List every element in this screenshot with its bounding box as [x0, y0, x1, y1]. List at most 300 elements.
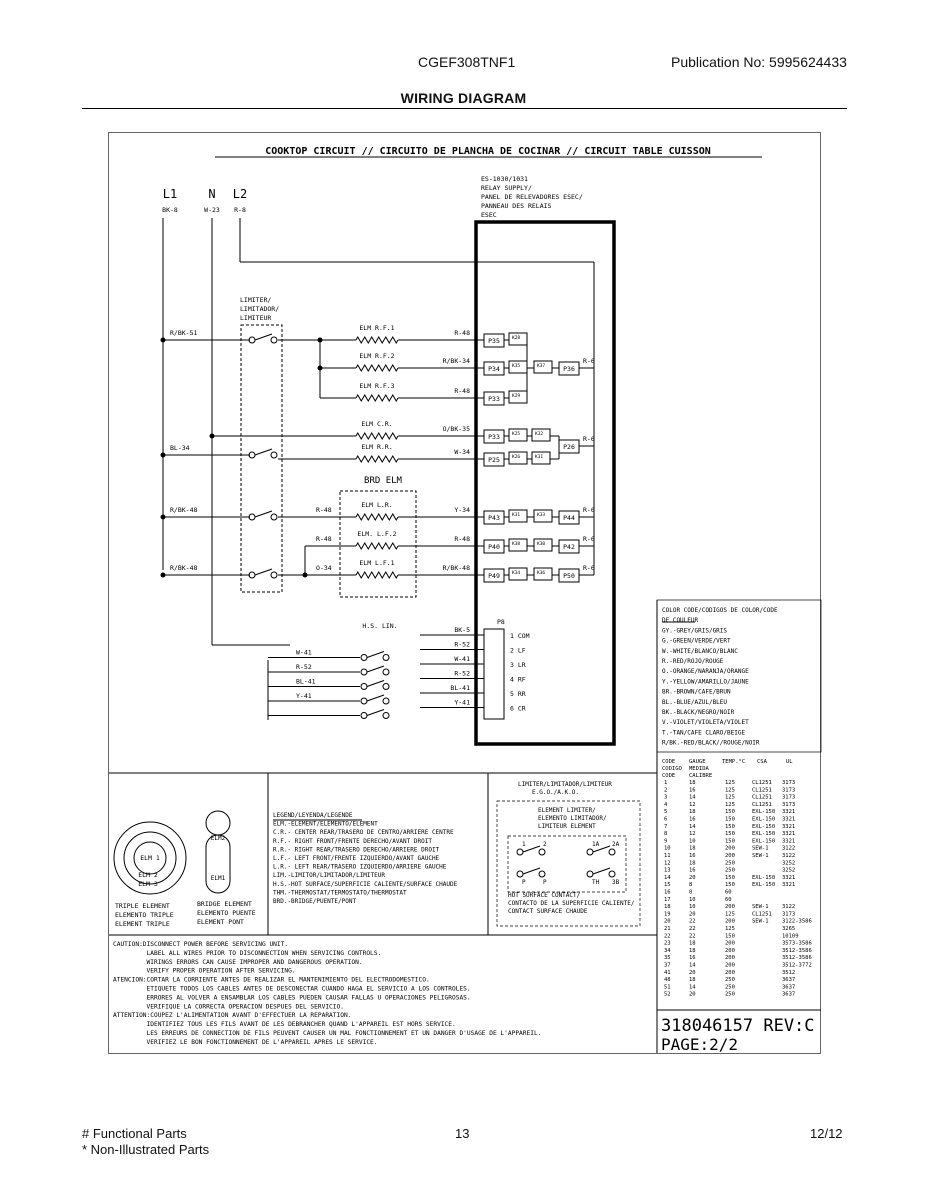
switch-contact [271, 337, 277, 343]
color-code-entry: Y.-YELLOW/AMARILLO/JAUNE [662, 678, 749, 686]
bridge-element-caption: ELEMENT PONT [197, 918, 244, 926]
relay-port-label: P44 [563, 514, 575, 522]
gauge-code: 7 [664, 823, 668, 830]
gauge-code: 35 [664, 955, 671, 962]
gauge-header: MEDIDA [689, 766, 709, 772]
gauge-temp: 200 [725, 947, 735, 954]
gauge-value: 22 [689, 933, 696, 940]
gauge-csa: CL1251 [752, 801, 772, 808]
heating-element-resistor [356, 365, 398, 371]
switch-contact [383, 698, 389, 704]
connector-pin-label: 4 RF [510, 675, 526, 684]
relay-supply-label: ES-1030/1031 [481, 175, 528, 183]
gauge-value: 10 [689, 904, 696, 911]
hot-surface-wire-label: R-52 [454, 669, 470, 678]
relay-out-label: R-6 [583, 564, 595, 572]
limiter-pin: 1A [592, 841, 600, 848]
relay-contact-label: K28 [512, 336, 521, 341]
gauge-code: 2 [664, 787, 668, 794]
connector-pin-label: 2 LF [510, 646, 526, 655]
gauge-ul: 3122 [782, 845, 796, 852]
gauge-ul: 3173 [782, 801, 796, 808]
left-wire-label: R/BK-48 [170, 506, 198, 514]
switch-contact [539, 871, 545, 877]
element-wire-label: R/BK-34 [442, 357, 470, 365]
heating-element-resistor [356, 433, 398, 439]
supply-line-label: L2 [232, 187, 248, 201]
limiter-inner-box [508, 836, 626, 892]
hot-surface-wire-label: W-41 [296, 648, 312, 657]
gauge-temp: 250 [725, 977, 735, 984]
gauge-code: 17 [664, 896, 671, 903]
gauge-value: 16 [689, 955, 696, 962]
gauge-value: 22 [689, 926, 696, 932]
connector-pin-label: 5 RR [510, 690, 526, 698]
gauge-code: 5 [664, 809, 668, 816]
gauge-ul: 3252 [782, 860, 796, 867]
hot-surface-wire-label: BL-41 [296, 677, 316, 686]
relay-port-label: P42 [563, 543, 575, 551]
caution-line: LES ERREURS DE CONNECTION DE FILS PEUVENT CAUSER UN MAL FONCTIONNEMENT ET UN DANGER D'USAGE DE L'APPAREIL. [113, 1030, 542, 1037]
switch-contact [517, 871, 523, 877]
relay-port-label: P43 [488, 514, 500, 522]
gauge-csa: CL1251 [752, 780, 772, 786]
gauge-value: 20 [689, 874, 696, 881]
switch-blade [255, 334, 272, 340]
gauge-csa: CL1251 [752, 794, 772, 801]
element-label: ELM R.R. [361, 443, 393, 451]
switch-blade [593, 868, 610, 874]
legend-entry: R.R.- RIGHT REAR/TRASERO DERECHO/ARRIERE DROIT [273, 846, 440, 854]
gauge-ul: 3173 [782, 911, 796, 918]
gauge-ul: 3512-3772 [782, 962, 812, 969]
legend-entry: THM.-THERMOSTAT/TERMOSTATO/THERMOSTAT [273, 889, 407, 897]
gauge-value: 16 [689, 787, 696, 794]
gauge-ul: 3637 [782, 991, 796, 998]
relay-contact-label: K30 [537, 542, 546, 547]
limiter-title: LIMITER/LIMITADOR/LIMITEUR [518, 781, 612, 788]
triple-element-label: ELM 3 [138, 880, 158, 888]
gauge-ul: 3122 [782, 904, 796, 911]
relay-port-label: P36 [563, 365, 575, 373]
gauge-temp: 200 [725, 904, 735, 911]
legend-entry: H.S.-HOT SURFACE/SUPERFICIE CALIENTE/SURFACE CHAUDE [273, 880, 458, 888]
hot-surface-wire-label: BL-41 [450, 684, 470, 692]
gauge-temp: 200 [725, 853, 735, 859]
switch-blade [367, 695, 384, 701]
gauge-temp: 150 [725, 874, 735, 881]
switch-contact [609, 871, 615, 877]
gauge-csa: CL1251 [752, 911, 772, 918]
limiter-title: E.G.O./A.K.O. [532, 789, 579, 796]
gauge-temp: 200 [725, 940, 735, 947]
switch-blade [367, 681, 384, 687]
hot-surface-wire-label: R-52 [454, 640, 470, 649]
left-wire-label: R/BK-51 [170, 329, 198, 337]
relay-contact-label: K25 [512, 432, 521, 437]
switch-contact [383, 655, 389, 661]
gauge-ul: 3321 [782, 874, 796, 881]
color-code-entry: BL.-BLUE/AZUL/BLEU [662, 698, 728, 706]
legend-entry: L.F.- LEFT FRONT/FRENTE IZQUIERDO/AVANT GAUCHE [273, 855, 440, 862]
gauge-code: 12 [664, 860, 671, 867]
gauge-temp: 125 [725, 794, 735, 801]
revision-date: 12/12 [810, 1126, 843, 1141]
limiter-pin: 2 [543, 841, 547, 848]
relay-out-label: R-6 [583, 506, 595, 514]
gauge-header: CODE [662, 773, 676, 779]
color-code-entry: R/BK.-RED/BLACK//ROUGE/NOIR [662, 739, 760, 747]
gauge-ul: 3321 [782, 838, 796, 845]
gauge-temp: 150 [725, 816, 735, 823]
element-label: ELM L.F.1 [359, 559, 395, 567]
gauge-ul: 3122-3586 [782, 918, 812, 925]
gauge-temp: 125 [725, 926, 735, 932]
gauge-csa: EXL-150 [752, 809, 776, 816]
switch-blade [255, 449, 272, 455]
gauge-ul: 3173 [782, 794, 796, 801]
relay-port-label: P50 [563, 572, 575, 580]
color-code-entry: G.-GREEN/VERDE/VERT [662, 637, 731, 645]
switch-contact [539, 849, 545, 855]
gauge-ul: 3265 [782, 926, 796, 932]
gauge-ul: 3122 [782, 853, 796, 859]
gauge-value: 8 [689, 882, 693, 889]
gauge-ul: 3512-3586 [782, 955, 812, 962]
caution-line: VERIFY PROPER OPERATION AFTER SERVICING. [113, 967, 296, 975]
connector-pin-label: 3 LR [510, 661, 526, 669]
gauge-csa: SEW-1 [752, 853, 769, 859]
color-code-entry: O.-ORANGE/NARANJA/ORANGE [662, 668, 749, 676]
bridge-wire-label: O-34 [316, 564, 332, 572]
relay-supply-box [476, 222, 614, 744]
limiter-pin: 1 [522, 841, 526, 848]
gauge-code: 48 [664, 977, 671, 984]
limiter-label: LIMITEUR [240, 314, 272, 322]
connector-p8 [484, 629, 504, 719]
triple-element-label: ELM 2 [138, 871, 158, 879]
element-wire-label: O/BK-35 [442, 425, 470, 433]
gauge-code: 8 [664, 831, 668, 838]
switch-contact [383, 684, 389, 690]
switch-blade [367, 666, 384, 672]
gauge-code: 15 [664, 882, 671, 889]
gauge-code: 10 [664, 845, 671, 852]
gauge-ul: 3637 [782, 977, 796, 984]
legend-entry: ELM.-ELEMENT/ELEMENTO/ELEMENT [273, 820, 378, 828]
relay-contact-label: K38 [512, 542, 521, 547]
gauge-temp: 250 [725, 984, 735, 991]
bridge-element-caption: ELEMENTO PUENTE [197, 909, 256, 917]
gauge-value: 20 [689, 969, 696, 976]
switch-contact [609, 849, 615, 855]
gauge-csa: EXL-150 [752, 838, 776, 845]
relay-contact-label: K34 [512, 571, 521, 576]
gauge-value: 20 [689, 991, 696, 998]
switch-contact [271, 452, 277, 458]
legend-entry: LEGEND/LEYENDA/LEGENDE [273, 812, 353, 819]
relay-contact-label: K31 [512, 513, 521, 518]
gauge-value: 8 [689, 889, 693, 896]
switch-blade [523, 868, 540, 874]
switch-blade [255, 511, 272, 517]
limiter-pin: 3B [612, 879, 620, 886]
gauge-code: 34 [664, 947, 671, 954]
gauge-value: 22 [689, 918, 696, 925]
gauge-temp: 200 [725, 969, 735, 976]
gauge-temp: 250 [725, 991, 735, 998]
supply-line-label: N [208, 187, 216, 201]
caution-line: VERIFIQUE LA CORRECTA OPERACION DESPUES DEL SERVICIO. [113, 1003, 344, 1011]
relay-port-label: P33 [488, 395, 500, 403]
relay-contact-label: K35 [512, 364, 521, 369]
gauge-code: 9 [664, 838, 668, 845]
color-code-entry: BR.-BROWN/CAFE/BRUN [662, 688, 731, 696]
switch-blade [367, 652, 384, 658]
gauge-value: 18 [689, 780, 696, 786]
gauge-value: 16 [689, 867, 696, 874]
gauge-temp: 150 [725, 838, 735, 845]
connector-p8-label: P8 [497, 618, 505, 626]
element-label: ELM R.F.2 [359, 352, 395, 360]
gauge-ul: 3173 [782, 780, 796, 786]
element-label: ELM L.R. [361, 501, 393, 509]
element-wire-label: R-48 [454, 329, 470, 337]
gauge-temp: 125 [725, 787, 735, 794]
gauge-value: 14 [689, 962, 696, 969]
gauge-code: 14 [664, 874, 671, 881]
gauge-code: 16 [664, 889, 671, 896]
gauge-temp: 200 [725, 962, 735, 969]
element-wire-label: R-48 [454, 535, 470, 543]
left-wire-label: R/BK-48 [170, 564, 198, 572]
gauge-temp: 150 [725, 823, 735, 830]
gauge-value: 18 [689, 809, 696, 816]
gauge-header: CODIGO [662, 766, 682, 772]
gauge-temp: 150 [725, 831, 735, 838]
triple-element-caption: ELEMENTO TRIPLE [115, 911, 174, 919]
heating-element-resistor [356, 456, 398, 462]
hot-surface-contact-label: CONTACT SURFACE CHAUDE [508, 908, 588, 915]
gauge-temp: 150 [725, 882, 735, 889]
switch-blade [255, 569, 272, 575]
triple-element-caption: TRIPLE ELEMENT [115, 902, 170, 910]
gauge-code: 13 [664, 867, 671, 874]
gauge-value: 18 [689, 977, 696, 984]
gauge-code: 23 [664, 940, 671, 947]
gauge-code: 3 [664, 794, 668, 801]
gauge-ul: 3321 [782, 831, 796, 838]
supply-wire-color: BK-8 [162, 206, 178, 214]
gauge-temp: 60 [725, 889, 732, 896]
page-number: 13 [455, 1126, 470, 1141]
hot-surface-contact-label: CONTACTO DE LA SUPERFICIE CALIENTE/ [508, 900, 635, 907]
gauge-code: 52 [664, 991, 671, 998]
element-label: ELM R.F.1 [359, 324, 395, 332]
gauge-header: UL [786, 759, 793, 765]
relay-out-label: R-6 [583, 357, 595, 365]
gauge-temp: 200 [725, 918, 735, 925]
element-label: ELM R.F.3 [359, 382, 395, 390]
gauge-ul: 3512-3586 [782, 947, 812, 954]
gauge-ul: 3637 [782, 984, 796, 991]
gauge-code: 21 [664, 926, 671, 932]
gauge-header: CALIBRE [689, 773, 713, 779]
bridge-label: ELM1 [210, 875, 226, 882]
limiter-pin: 2A [612, 841, 620, 848]
element-wire-label: R/BK-48 [442, 564, 470, 572]
triple-element-caption: ELEMENT TRIPLE [115, 920, 170, 928]
gauge-csa: CL1251 [752, 787, 772, 794]
relay-port-label: P34 [488, 365, 500, 373]
hot-surface-wire-label: R-52 [296, 663, 312, 671]
switch-contact [271, 572, 277, 578]
heating-element-resistor [356, 514, 398, 520]
triple-element-label: ELM 1 [140, 854, 160, 862]
switch-contact [383, 713, 389, 719]
relay-contact-label: K36 [537, 571, 546, 576]
gauge-csa: SEW-1 [752, 845, 769, 852]
gauge-code: 6 [664, 816, 668, 823]
gauge-header: CODE [662, 759, 676, 765]
publication-number: Publication No: 5995624433 [671, 54, 847, 70]
relay-contact-label: K29 [512, 394, 521, 399]
gauge-csa: EXL-150 [752, 823, 776, 830]
functional-parts-note: # Functional Parts [82, 1126, 187, 1141]
limiter-pin: P [543, 879, 547, 886]
hot-surface-wire-label: BK-5 [454, 626, 470, 634]
limiter-pin: P [522, 879, 526, 886]
relay-port-label: P26 [563, 443, 575, 451]
caution-line: IDENTIFIEZ TOUS LES FILS AVANT DE LES DEBRANCHER QUAND L'APPAREIL EST HORS SERVICE. [113, 1021, 456, 1029]
hot-surface-wire-label: Y-41 [296, 692, 312, 700]
color-code-entry: V.-VIOLET/VIOLETA/VIOLET [662, 719, 749, 727]
gauge-code: 18 [664, 904, 671, 911]
relay-port-label: P25 [488, 456, 500, 464]
gauge-value: 14 [689, 984, 696, 991]
gauge-csa: SEW-1 [752, 904, 769, 911]
gauge-ul: 3573-3586 [782, 940, 812, 947]
hot-surface-wire-label: W-41 [454, 655, 470, 663]
limiter-label: LIMITADOR/ [240, 305, 280, 313]
color-code-entry: GY.-GREY/GRIS/GRIS [662, 627, 728, 635]
legend-entry: L.R.- LEFT REAR/TRASERO IZQUIERDO/ARRIERE GAUCHE [273, 863, 447, 871]
legend-entry: R.F.- RIGHT FRONT/FRENTE DERECHO/AVANT DROIT [273, 837, 432, 845]
gauge-ul: 3252 [782, 867, 796, 874]
gauge-temp: 150 [725, 933, 735, 940]
color-code-entry: DE COULEUR [662, 617, 699, 625]
gauge-code: 51 [664, 984, 671, 991]
switch-contact [361, 713, 367, 719]
gauge-value: 16 [689, 853, 696, 859]
switch-contact [383, 669, 389, 675]
relay-contact-label: K33 [537, 513, 546, 518]
hot-surface-contact-label: HOT SURFACE CONTACT/ [508, 892, 581, 899]
relay-out-label: R-6 [583, 435, 595, 443]
gauge-temp: 125 [725, 780, 735, 786]
supply-wire-color: W-23 [204, 206, 220, 214]
connector-pin-label: 1 COM [510, 632, 530, 640]
gauge-code: 37 [664, 962, 671, 969]
bridge-wire-label: R-48 [316, 535, 332, 543]
relay-port-label: P35 [488, 337, 500, 345]
limiter-element-label: ELEMENT LIMITER/ [538, 807, 596, 814]
hot-surface-wire-label: Y-41 [454, 698, 470, 707]
switch-contact [361, 684, 367, 690]
relay-contact-label: K31 [535, 455, 544, 460]
gauge-ul: 3512 [782, 969, 796, 976]
bridge-label: ELM2 [210, 835, 226, 842]
gauge-code: 11 [664, 853, 671, 859]
gauge-value: 18 [689, 860, 696, 867]
element-label: ELM. L.F.2 [357, 530, 397, 538]
caution-line: ATTENTION:COUPEZ L'ALIMENTATION AVANT D'EFFECTUER LA REPARATION. [113, 1012, 352, 1020]
gauge-code: 20 [664, 918, 671, 925]
relay-port-label: P49 [488, 572, 500, 580]
switch-contact [361, 669, 367, 675]
gauge-csa: EXL-150 [752, 882, 776, 889]
gauge-csa: EXL-150 [752, 874, 776, 881]
relay-port-label: P33 [488, 433, 500, 441]
gauge-value: 12 [689, 831, 696, 838]
gauge-temp: 250 [725, 867, 735, 874]
legend-entry: BRD.-BRIDGE/PUENTE/PONT [273, 898, 357, 905]
gauge-code: 19 [664, 911, 671, 918]
element-wire-label: Y-34 [454, 506, 470, 514]
heating-element-resistor [356, 337, 398, 343]
heating-element-resistor [356, 395, 398, 401]
color-code-entry: BK.-BLACK/NEGRO/NOIR [662, 709, 735, 716]
heating-element-resistor [356, 543, 398, 549]
gauge-header: TEMP.°C [722, 759, 746, 765]
caution-line: ETIQUETE TODOS LOS CABLES ANTES DE DESCONECTAR CUANDO HAGA EL SERVICIO A LOS CONTROLES. [113, 985, 471, 993]
hot-surface-label: H.S. LIN. [362, 622, 398, 630]
bridge-element-label: BRD ELM [364, 476, 402, 486]
gauge-header: GAUGE [689, 759, 706, 765]
gauge-temp: 60 [725, 896, 732, 903]
relay-supply-label: PANEL DE RELEVADORES ESEC/ [481, 193, 583, 201]
gauge-temp: 200 [725, 955, 735, 962]
caution-line: CAUTION:DISCONNECT POWER BEFORE SERVICING UNIT. [113, 941, 289, 948]
gauge-ul: 3321 [782, 816, 796, 823]
color-code-entry: W.-WHITE/BLANCO/BLANC [662, 647, 738, 655]
gauge-ul: 3321 [782, 809, 796, 816]
switch-contact [587, 871, 593, 877]
circuit-title: COOKTOP CIRCUIT // CIRCUITO DE PLANCHA DE COCINAR // CIRCUIT TABLE CUISSON [265, 146, 711, 157]
gauge-value: 20 [689, 911, 696, 918]
gauge-temp: 200 [725, 845, 735, 852]
switch-contact [587, 849, 593, 855]
limiter-group [241, 325, 282, 592]
gauge-csa: SEW-1 [752, 918, 769, 925]
bridge-element-circle [206, 811, 230, 835]
switch-contact [271, 514, 277, 520]
element-wire-label: R-48 [454, 387, 470, 395]
relay-supply-label: ESEC [481, 211, 497, 219]
supply-line-label: L1 [162, 187, 178, 201]
switch-blade [367, 710, 384, 716]
relay-contact-label: K37 [537, 364, 546, 369]
switch-contact [361, 698, 367, 704]
connector-pin-label: 6 CR [510, 704, 526, 713]
gauge-value: 10 [689, 838, 696, 845]
gauge-temp: 250 [725, 860, 735, 867]
bridge-element-caption: BRIDGE ELEMENT [197, 900, 252, 908]
relay-contact-label: K26 [512, 455, 521, 460]
gauge-value: 18 [689, 940, 696, 947]
element-wire-label: W-34 [454, 448, 470, 456]
gauge-code: 4 [664, 801, 668, 808]
